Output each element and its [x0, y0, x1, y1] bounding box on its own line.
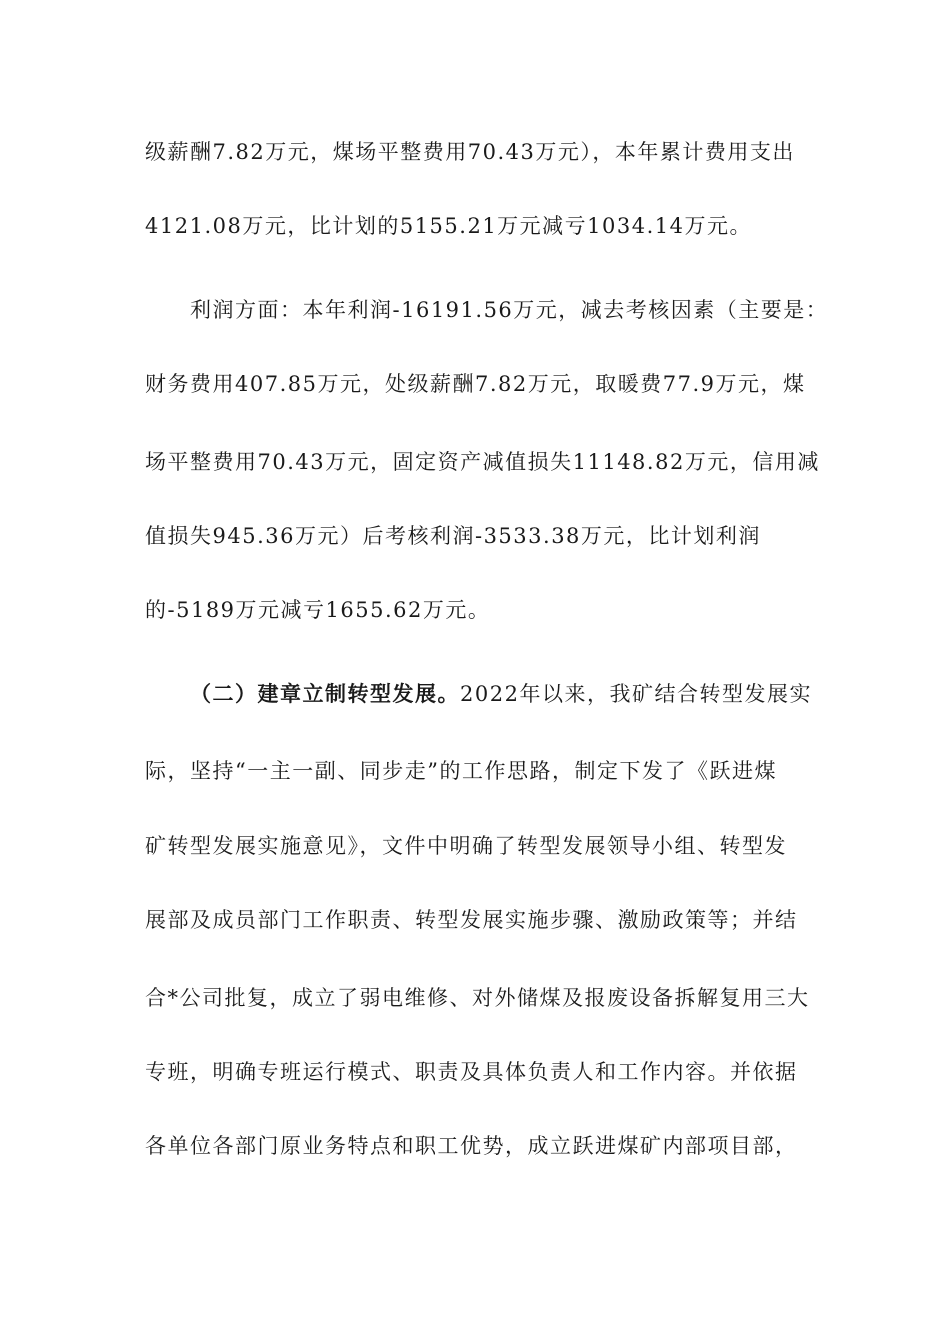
section-two-first-line — [190, 680, 812, 708]
profit-line-1: 利润方面：本年利润-16191.56万元，减去考核因素（主要是： — [190, 298, 829, 322]
section-two-line-2: 际，坚持“一主一副、同步走”的工作思路，制定下发了《跃进煤 — [145, 759, 777, 783]
cost-line-1: 级薪酬7.82万元，煤场平整费用70.43万元），本年累计费用支出 — [145, 140, 795, 164]
section-two-first-line-text: 2022年以来，我矿结合转型发展实 — [460, 682, 812, 706]
profit-line-4: 值损失945.36万元）后考核利润-3533.38万元，比计划利润 — [145, 524, 761, 548]
profit-line-2: 财务费用407.85万元，处级薪酬7.82万元，取暖费77.9万元，煤 — [145, 372, 806, 396]
section-two-line-4: 展部及成员部门工作职责、转型发展实施步骤、激励政策等；并结 — [145, 908, 798, 932]
section-two-heading: （二）建章立制转型发展。 — [190, 681, 460, 706]
section-two-line-7: 各单位各部门原业务特点和职工优势，成立跃进煤矿内部项目部， — [145, 1134, 798, 1158]
cost-line-2: 4121.08万元，比计划的5155.21万元减亏1034.14万元。 — [145, 214, 753, 238]
profit-line-5: 的-5189万元减亏1655.62万元。 — [145, 598, 491, 622]
section-two-line-6: 专班，明确专班运行模式、职责及具体负责人和工作内容。并依据 — [145, 1060, 798, 1084]
profit-line-3: 场平整费用70.43万元，固定资产减值损失11148.82万元，信用减 — [145, 450, 820, 474]
section-two-line-5: 合*公司批复，成立了弱电维修、对外储煤及报废设备拆解复用三大 — [145, 986, 810, 1010]
section-two-line-3: 矿转型发展实施意见》，文件中明确了转型发展领导小组、转型发 — [145, 834, 787, 858]
